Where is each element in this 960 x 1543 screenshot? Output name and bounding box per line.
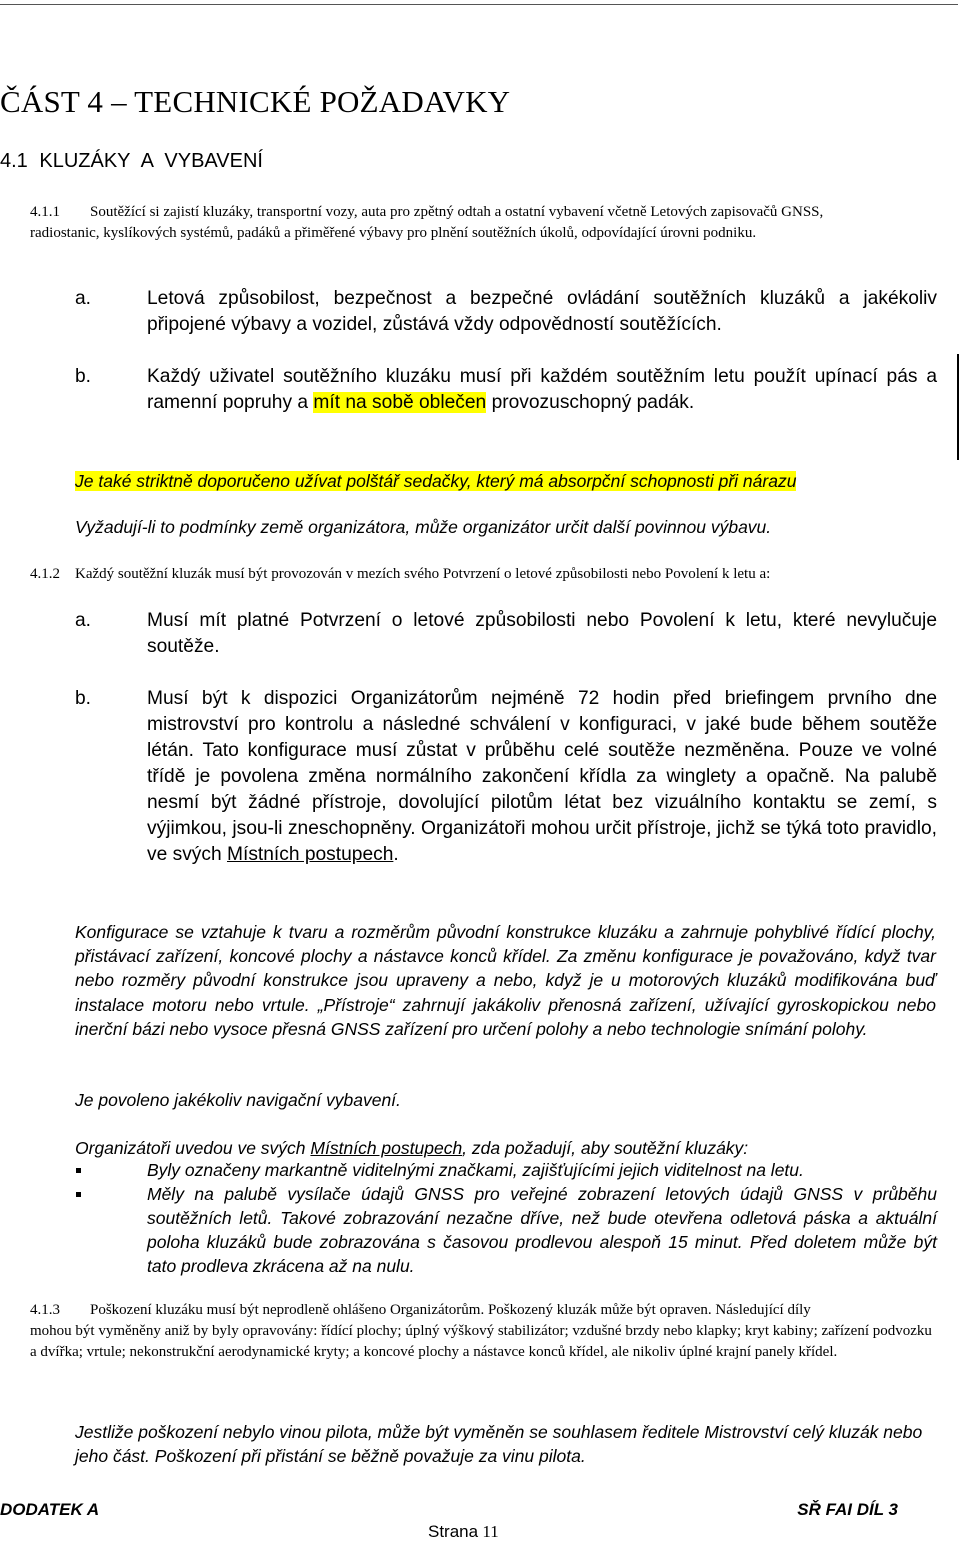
footer-left: DODATEK A bbox=[0, 1500, 100, 1519]
section-title-text: 4.1 KLUZÁKY A VYBAVENÍ bbox=[0, 150, 263, 172]
local-procedures-link[interactable]: Místních postupech bbox=[227, 844, 394, 865]
paragraph-4-1-3 bbox=[30, 1300, 935, 1363]
closing-paragraph: Jestliže poškození nebylo vinou pilota, může být vyměněn se souhlasem ředitele Mistrovství celý kluzák nebo jeho část. Poškození při přistání se běžně považuje za vinu pilota. bbox=[75, 1422, 923, 1466]
item-marker: a. bbox=[75, 610, 92, 631]
bullet-item: Měly na palubě vysílače údajů GNSS pro veřejné zobrazení letových údajů GNSS v průběhu soutěžních letů. Takové zobrazování nezačne dříve, než bude otevřena odletová páska a aktuální poloha kluzáků bude zobrazována s časovou prodlevou alespoň 15 minut. Před doletem může být tato prodleva zkrácena až na nulu. bbox=[147, 1184, 937, 1276]
part-title: ČÁST 4 – TECHNICKÉ POŽADAVKY bbox=[0, 84, 511, 119]
paragraph-text: Poškození kluzáku musí být neprodleně ohlášeno Organizátorům. Poškozený kluzák může být opraven. Následující díly bbox=[90, 1302, 811, 1318]
paragraph-text-continued: radiostanic, kyslíkových systémů, padáků a přiměřené výbavy pro plnění soutěžních úkolů, odpovídající úrovni podniku. bbox=[30, 225, 757, 241]
list-item: Letová způsobilost, bezpečnost a bezpečné ovládání soutěžních kluzáků a jakékoliv připojené výbavy a vozidel, zůstává vždy odpovědností soutěžících. bbox=[147, 288, 937, 335]
page-number bbox=[428, 1522, 499, 1542]
page-number-value: 11 bbox=[482, 1522, 499, 1541]
section-title bbox=[0, 150, 263, 173]
bullet-item: Byly označeny markantně viditelnými značkami, zajišťujícími jejich viditelnost na letu. bbox=[147, 1160, 804, 1180]
organizers-intro bbox=[75, 1136, 748, 1160]
paragraph-4-1-1 bbox=[30, 202, 935, 244]
list-item: Musí mít platné Potvrzení o letové způsobilosti nebo Povolení k letu, které nevylučuje soutěže. bbox=[147, 610, 937, 657]
clause-number: 4.1.2 bbox=[30, 566, 60, 582]
bullet-icon bbox=[76, 1192, 81, 1197]
intro-text: , zda požadují, aby soutěžní kluzáky: bbox=[462, 1138, 749, 1158]
note: Vyžadují-li to podmínky země organizátora, může organizátor určit další povinnou výbavu. bbox=[75, 517, 772, 537]
local-procedures-link[interactable]: Místních postupech bbox=[310, 1138, 463, 1158]
clause-number: 4.1.1 bbox=[30, 204, 60, 220]
list-item-text: provozuschopný padák. bbox=[491, 392, 695, 413]
paragraph-text: Soutěžící si zajistí kluzáky, transportní vozy, auta pro zpětný odtah a ostatní vybavení včetně Letových zapisovačů GNSS, bbox=[90, 204, 824, 220]
list-item-text: Každý uživatel soutěžního kluzáku musí při každém soutěžním letu použít upínací pás a ramenní popruhy a bbox=[147, 366, 937, 413]
item-marker: a. bbox=[75, 288, 92, 309]
list-item-end: . bbox=[393, 844, 399, 865]
header-rule bbox=[0, 4, 958, 5]
clause-number: 4.1.3 bbox=[30, 1302, 60, 1318]
highlighted-text: Je také striktně doporučeno užívat polštář sedačky, který má absorpční schopnosti při nárazu bbox=[75, 471, 797, 491]
item-marker: b. bbox=[75, 688, 92, 709]
list-item-text: Musí být k dispozici Organizátorům nejméně 72 hodin před briefingem prvního dne mistrovství pro kontrolu a následné schválení v konfiguraci, v jaké bude během soutěže létán. Tato konfigurace musí zůstat v průběhu celé soutěže nezměněna. Pouze ve volné třídě je povolena změna normálního zakončení křídla za winglety a opačně. Na palubě nesmí být žádné přístroje, dovolující pilotům létat bez vizuálního kontaktu se zemí, s výjimkou, jsou-li zneschopněny. Organizátoři mohou určit přístroje, jichž se týká toto pravidlo, ve svých bbox=[147, 688, 937, 865]
list-item bbox=[147, 364, 937, 416]
page-label: Strana bbox=[428, 1522, 479, 1541]
navigation-paragraph: Je povoleno jakékoliv navigační vybavení. bbox=[75, 1090, 401, 1110]
intro-text: Organizátoři uvedou ve svých bbox=[75, 1138, 306, 1158]
list-item bbox=[147, 686, 937, 868]
highlighted-note bbox=[75, 470, 796, 492]
bullet-icon bbox=[76, 1168, 81, 1173]
footer-right: SŘ FAI DÍL 3 bbox=[797, 1500, 898, 1519]
highlighted-text: mít na sobě oblečen bbox=[313, 392, 487, 413]
paragraph-text: Každý soutěžní kluzák musí být provozován v mezích svého Potvrzení o letové způsobilosti nebo Povolení k letu a: bbox=[75, 566, 771, 582]
change-bar bbox=[957, 354, 959, 460]
paragraph-text-continued: mohou být vyměněny aniž by byly opravovány: řídící plochy; úplný výškový stabilizátor; vzdušné brzdy nebo klapky; kryt kabiny; zařízení podvozku a dvířka; vrtule; nekonstrukční aerodynamické kryty; a koncové plochy a nástavce konců křídel, ale nikoliv úplné krajní panely křídel. bbox=[30, 1323, 932, 1360]
item-marker: b. bbox=[75, 366, 92, 387]
configuration-paragraph: Konfigurace se vztahuje k tvaru a rozměrům původní konstrukce kluzáku a zahrnuje pohyblivé řídící plochy, přistávací zařízení, koncové plochy a nástavce konců křídel. Za změnu konfigurace je považováno, když tvar nebo rozměry původní konstrukce jsou upraveny a nebo, když je u motorových kluzáků modifikována buď instalace motoru nebo vrtule. „Přístroje“ zahrnují jakákoliv přenosná zařízení, užívající gyroskopickou nebo inerční bázi nebo vysoce přesná GNSS zařízení pro určení polohy a nebo technologie snímání polohy. bbox=[75, 922, 936, 1039]
